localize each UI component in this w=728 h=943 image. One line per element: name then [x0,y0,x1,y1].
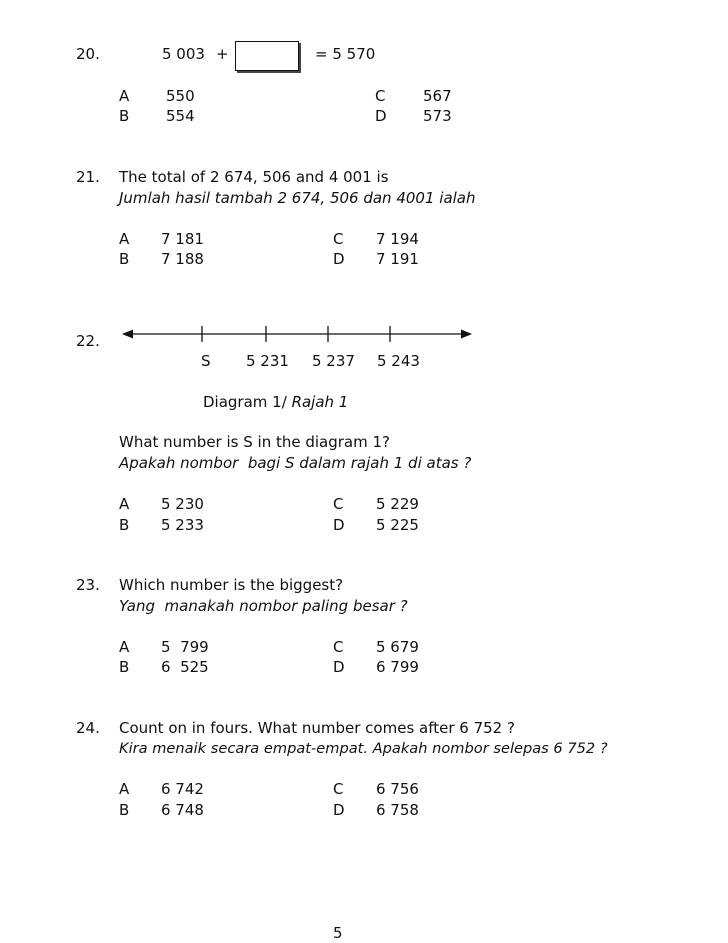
option-value-d: 6 799 [376,658,419,676]
option-letter-a: A [119,495,130,513]
caption-ms: Rajah 1 [291,393,349,411]
option-letter-c: C [375,87,386,105]
option-value-b: 6 525 [161,658,209,676]
answer-box [235,41,299,71]
option-letter-b: B [119,107,130,125]
option-value-b: 5 233 [161,516,204,534]
option-value-c: 7 194 [376,230,419,248]
option-value-b: 554 [166,107,195,125]
option-letter-a: A [119,87,130,105]
equation-left: 5 003 [162,45,205,63]
option-letter-c: C [333,780,344,798]
question-text-en: Count on in fours. What number comes after 6 752 ? [119,719,515,737]
option-value-c: 5 679 [376,638,419,656]
tick-label-3: 5 243 [377,352,420,370]
left-arrow-icon [122,330,133,339]
question-number: 20. [76,45,100,63]
option-value-b: 6 748 [161,801,204,819]
tick-label-1: 5 231 [246,352,289,370]
question-text-ms: Apakah nombor bagi S dalam rajah 1 di atas ? [119,454,472,472]
option-letter-d: D [333,250,345,268]
equation-right: = 5 570 [315,45,376,63]
number-line [120,320,480,350]
option-value-d: 5 225 [376,516,419,534]
option-letter-a: A [119,230,130,248]
option-value-a: 5 230 [161,495,204,513]
option-value-d: 6 758 [376,801,419,819]
option-value-c: 6 756 [376,780,419,798]
option-value-d: 7 191 [376,250,419,268]
option-value-a: 5 799 [161,638,209,656]
diagram-caption [203,392,348,412]
option-letter-b: B [119,516,130,534]
question-text-en: The total of 2 674, 506 and 4 001 is [119,168,389,186]
option-value-a: 550 [166,87,195,105]
option-letter-c: C [333,230,344,248]
question-text-en: What number is S in the diagram 1? [119,433,391,451]
tick-label-2: 5 237 [312,352,355,370]
option-letter-b: B [119,801,130,819]
page-number: 5 [333,924,343,942]
option-letter-c: C [333,638,344,656]
question-text-ms: Jumlah hasil tambah 2 674, 506 dan 4001 ialah [119,189,476,207]
option-letter-d: D [375,107,387,125]
option-value-a: 7 181 [161,230,204,248]
option-letter-b: B [119,250,130,268]
question-number: 21. [76,168,100,186]
question-number: 22. [76,332,100,350]
question-text-en: Which number is the biggest? [119,576,344,594]
option-letter-d: D [333,516,345,534]
question-number: 24. [76,719,100,737]
question-text-ms: Kira menaik secara empat-empat. Apakah nombor selepas 6 752 ? [119,740,608,757]
option-letter-c: C [333,495,344,513]
question-text-ms: Yang manakah nombor paling besar ? [119,597,408,615]
option-value-d: 573 [423,107,452,125]
option-value-a: 6 742 [161,780,204,798]
option-letter-a: A [119,638,130,656]
right-arrow-icon [461,330,472,339]
option-letter-d: D [333,658,345,676]
option-value-c: 567 [423,87,452,105]
option-letter-d: D [333,801,345,819]
option-letter-b: B [119,658,130,676]
option-value-b: 7 188 [161,250,204,268]
tick-label-s: S [201,352,211,370]
option-letter-a: A [119,780,130,798]
caption-en: Diagram 1/ [203,393,287,411]
question-number: 23. [76,576,100,594]
equation-operator: + [216,45,229,63]
option-value-c: 5 229 [376,495,419,513]
